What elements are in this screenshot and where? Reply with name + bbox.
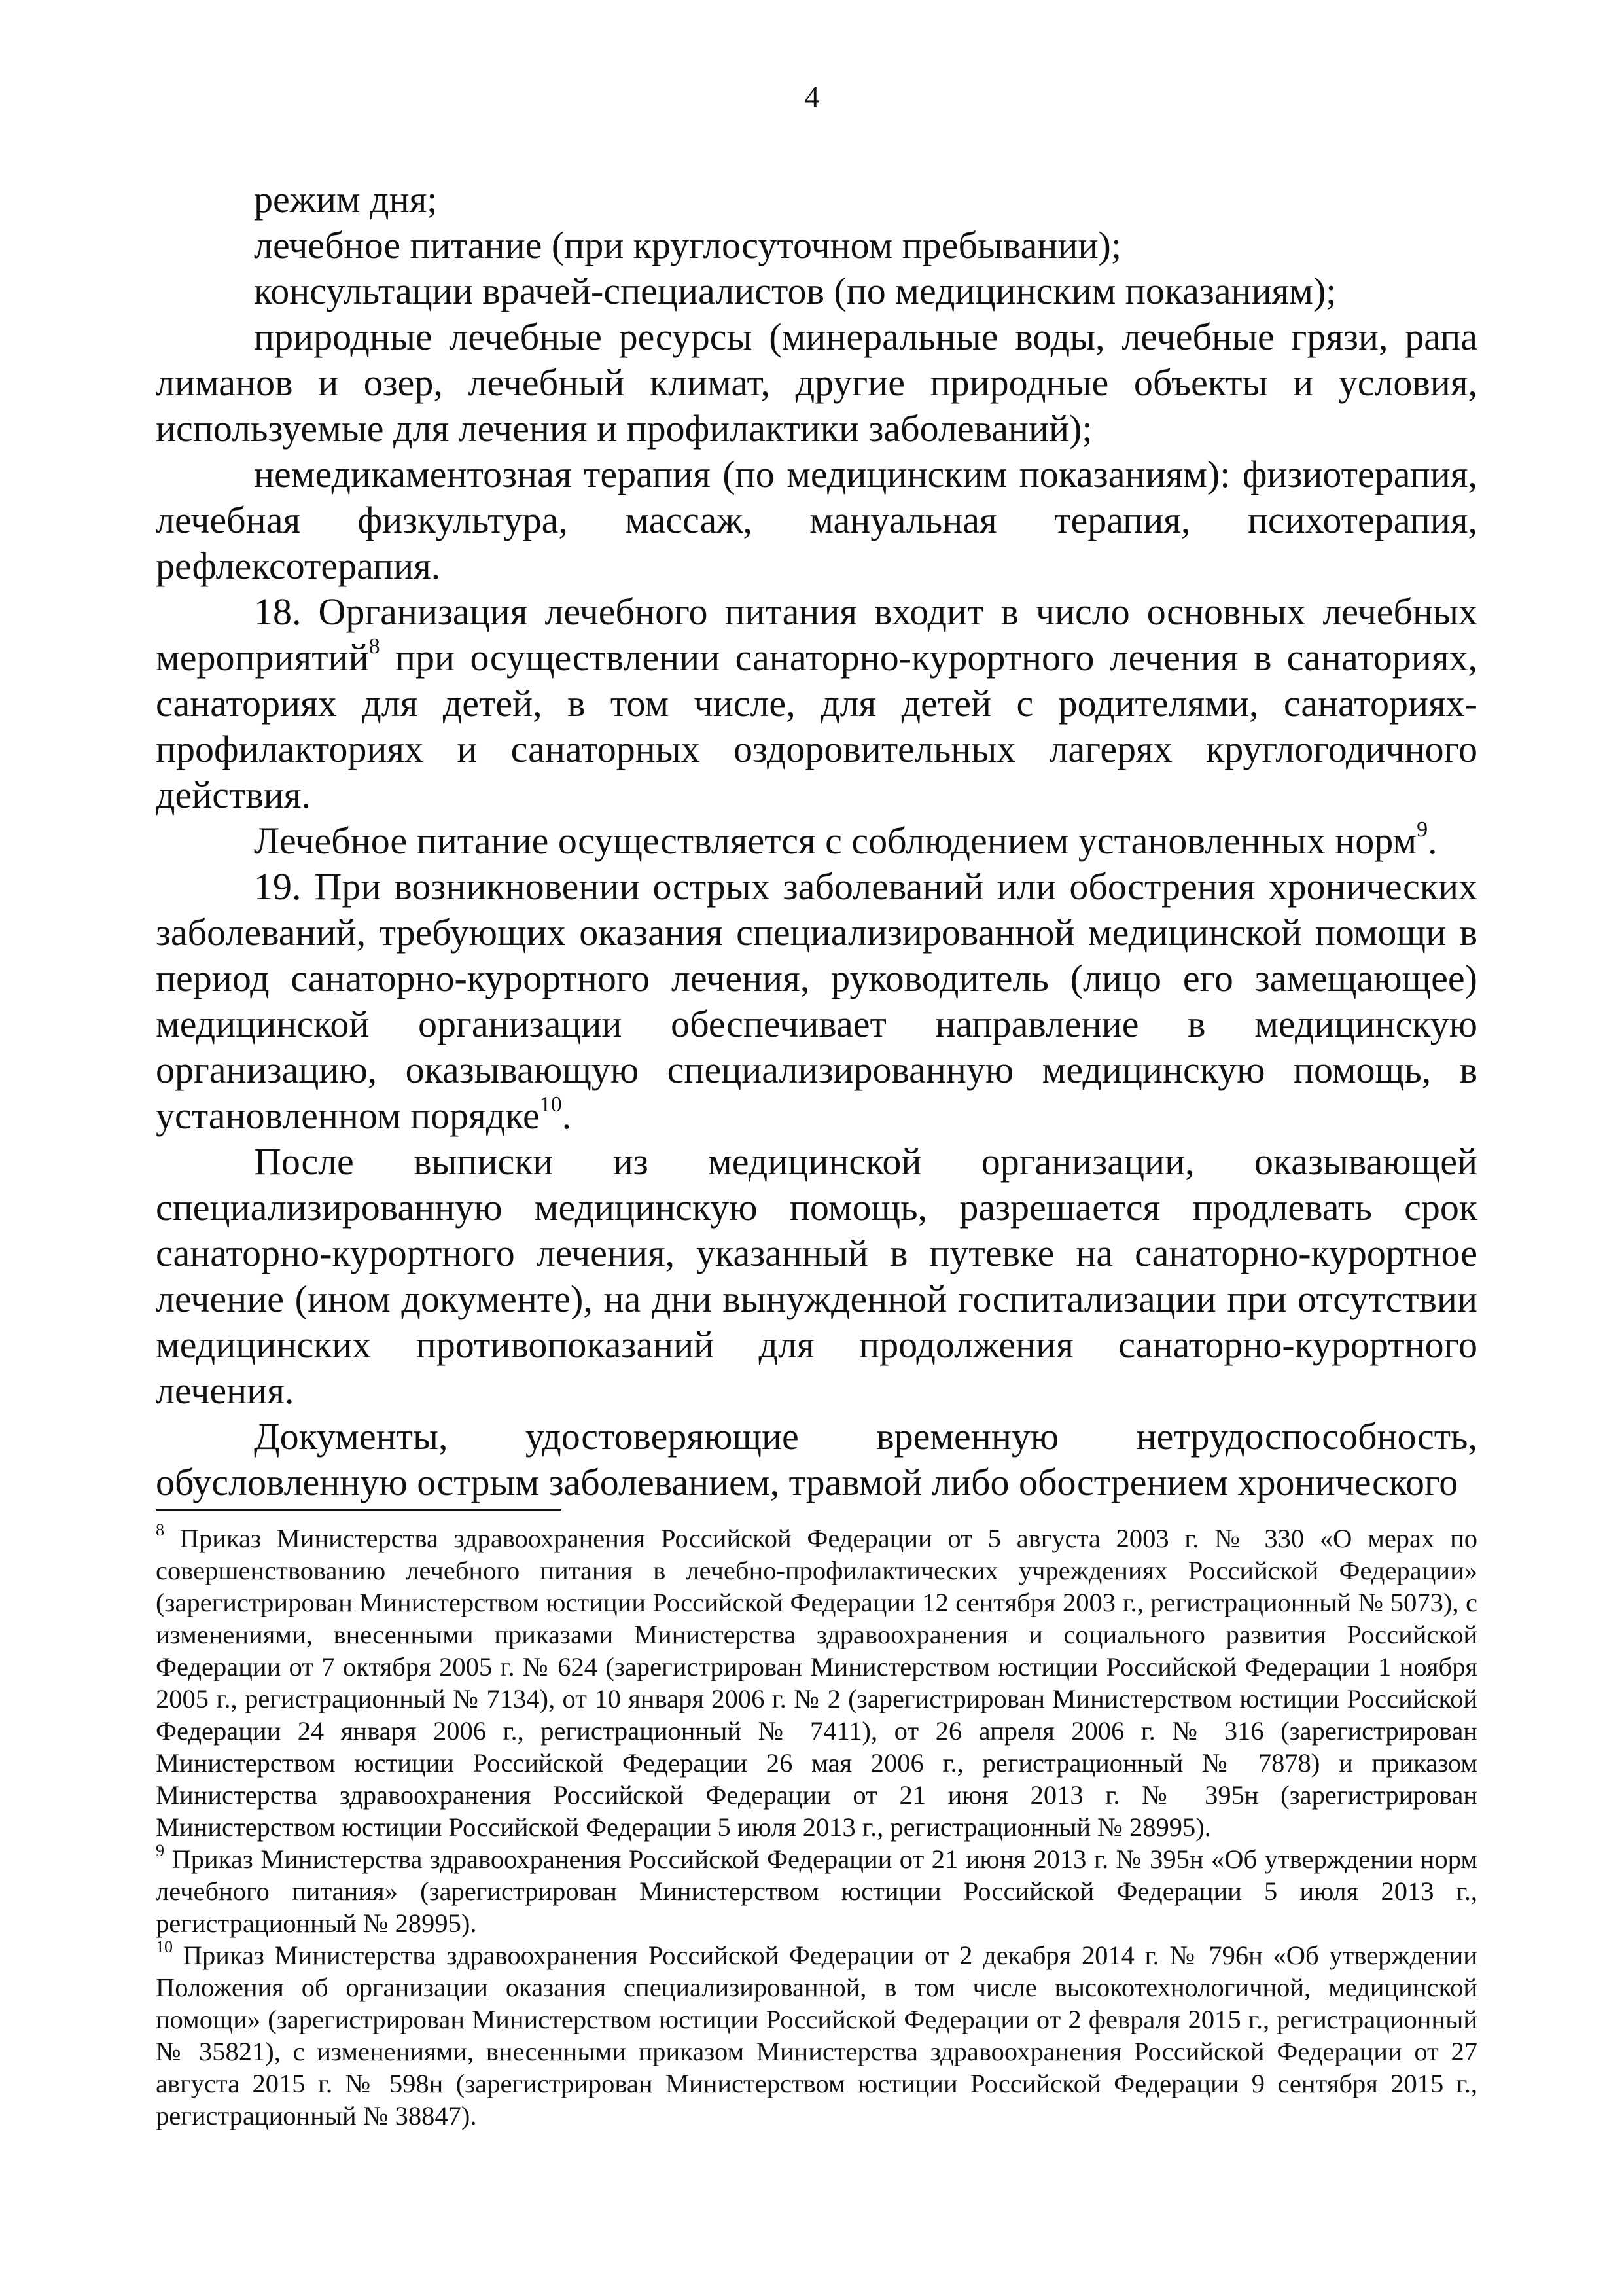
paragraph-18-text-end: при осуществлении санаторно-курортного лечения в санаториях, санаториях для детей, в том числе, для детей с родителями, санаториях-профилакториях и санаторных оздоровительных лагерях круглогодичного действия. [156, 636, 1477, 816]
paragraph-18 [156, 589, 1477, 818]
paragraph-documents: Документы, удостоверяющие временную нетрудоспособность, обусловленную острым заболеванием, травмой либо обострением хронического [156, 1415, 1477, 1503]
paragraph-after-discharge: После выписки из медицинской организации, оказывающей специализированную медицинскую помощь, разрешается продлевать срок санаторно-курортного лечения, указанный в путевке на санаторно-курортное лечение (ином документе), на дни вынужденной госпитализации при отсутствии медицинских противопоказаний для продолжения санаторно-курортного лечения. [156, 1140, 1477, 1412]
footnote-ref-8[interactable]: 8 [368, 634, 380, 658]
paragraph-specialist-consultations: консультации врачей-специалистов (по медицинским показаниям); [254, 270, 1337, 312]
footnote-8-text: Приказ Министерства здравоохранения Российской Федерации от 5 августа 2003 г. № 330 «О мерах по совершенствованию лечебного питания в лечебно-профилактических учреждениях Российской Федерации» (зарегистрирован Министерством юстиции Российской Федерации 12 сентября 2003 г., регистрационный № 5073), с изменениями, внесенными приказами Министерства здравоохранения и социального развития Российской Федерации от 7 октября 2005 г. № 624 (зарегистрирован Министерством юстиции Российской Федерации 1 ноября 2005 г., регистрационный № 7134), от 10 января 2006 г. № 2 (зарегистрирован Министерством юстиции Российской Федерации 24 января 2006 г., регистрационный № 7411), от 26 апреля 2006 г. № 316 (зарегистрирован Министерством юстиции Российской Федерации 26 мая 2006 г., регистрационный № 7878) и приказом Министерства здравоохранения Российской Федерации от 21 июня 2013 г. № 395н (зарегистрирован Министерством юстиции Российской Федерации 5 июля 2013 г., регистрационный № 28995). [156, 1524, 1477, 1842]
paragraph-daily-regimen: режим дня; [254, 178, 438, 221]
footnote-separator [156, 1509, 561, 1511]
footnote-9 [156, 1843, 1477, 1939]
footnote-ref-10[interactable]: 10 [539, 1092, 562, 1117]
paragraph-18-text-start: 18. Организация лечебного питания входит в число основных лечебных мероприятий [156, 590, 1477, 679]
footnote-9-number: 9 [156, 1841, 164, 1860]
paragraph-nutrition-end: . [1428, 819, 1438, 862]
paragraph-non-drug-therapy: немедикаментозная терапия (по медицинским показаниям): физиотерапия, лечебная физкультура, массаж, мануальная терапия, психотерапия, рефлексотерапия. [156, 453, 1477, 587]
footnotes [156, 1522, 1477, 2132]
paragraph-nutrition-norms [156, 818, 1477, 864]
footnote-9-text: Приказ Министерства здравоохранения Российской Федерации от 21 июня 2013 г. № 395н «Об утверждении норм лечебного питания» (зарегистрирован Министерством юстиции Российской Федерации 5 июля 2013 г., регистрационный № 28995). [156, 1844, 1477, 1938]
footnote-8-number: 8 [156, 1520, 164, 1539]
paragraph-therapeutic-nutrition: лечебное питание (при круглосуточном пребывании); [254, 224, 1121, 266]
footnote-10-number: 10 [156, 1937, 173, 1956]
paragraph-19-text-end: . [561, 1094, 572, 1137]
paragraph-nutrition-text: Лечебное питание осуществляется с соблюдением установленных норм [254, 819, 1417, 862]
footnote-ref-9[interactable]: 9 [1417, 817, 1428, 842]
paragraph-natural-resources: природные лечебные ресурсы (минеральные воды, лечебные грязи, рапа лиманов и озер, лечебный климат, другие природные объекты и условия, используемые для лечения и профилактики заболеваний); [156, 315, 1477, 450]
main-text [156, 177, 1477, 1505]
page-number: 4 [804, 80, 820, 113]
paragraph-19-text-start: 19. При возникновении острых заболеваний или обострения хронических заболеваний, требующих оказания специализированной медицинской помощи в период санаторно-курортного лечения, руководитель (лицо его замещающее) медицинской организации обеспечивает направление в медицинскую организацию, оказывающую специализированную медицинскую помощь, в установленном порядке [156, 865, 1477, 1137]
paragraph-19 [156, 864, 1477, 1139]
footnote-10 [156, 1939, 1477, 2132]
footnote-10-text: Приказ Министерства здравоохранения Российской Федерации от 2 декабря 2014 г. № 796н «Об утверждении Положения об организации оказания специализированной, в том числе высокотехнологичной, медицинской помощи» (зарегистрирован Министерством юстиции Российской Федерации от 2 февраля 2015 г., регистрационный № 35821), с изменениями, внесенными приказом Министерства здравоохранения Российской Федерации от 27 августа 2015 г. № 598н (зарегистрирован Министерством юстиции Российской Федерации 9 сентября 2015 г., регистрационный № 38847). [156, 1941, 1477, 2130]
footnote-8 [156, 1522, 1477, 1843]
